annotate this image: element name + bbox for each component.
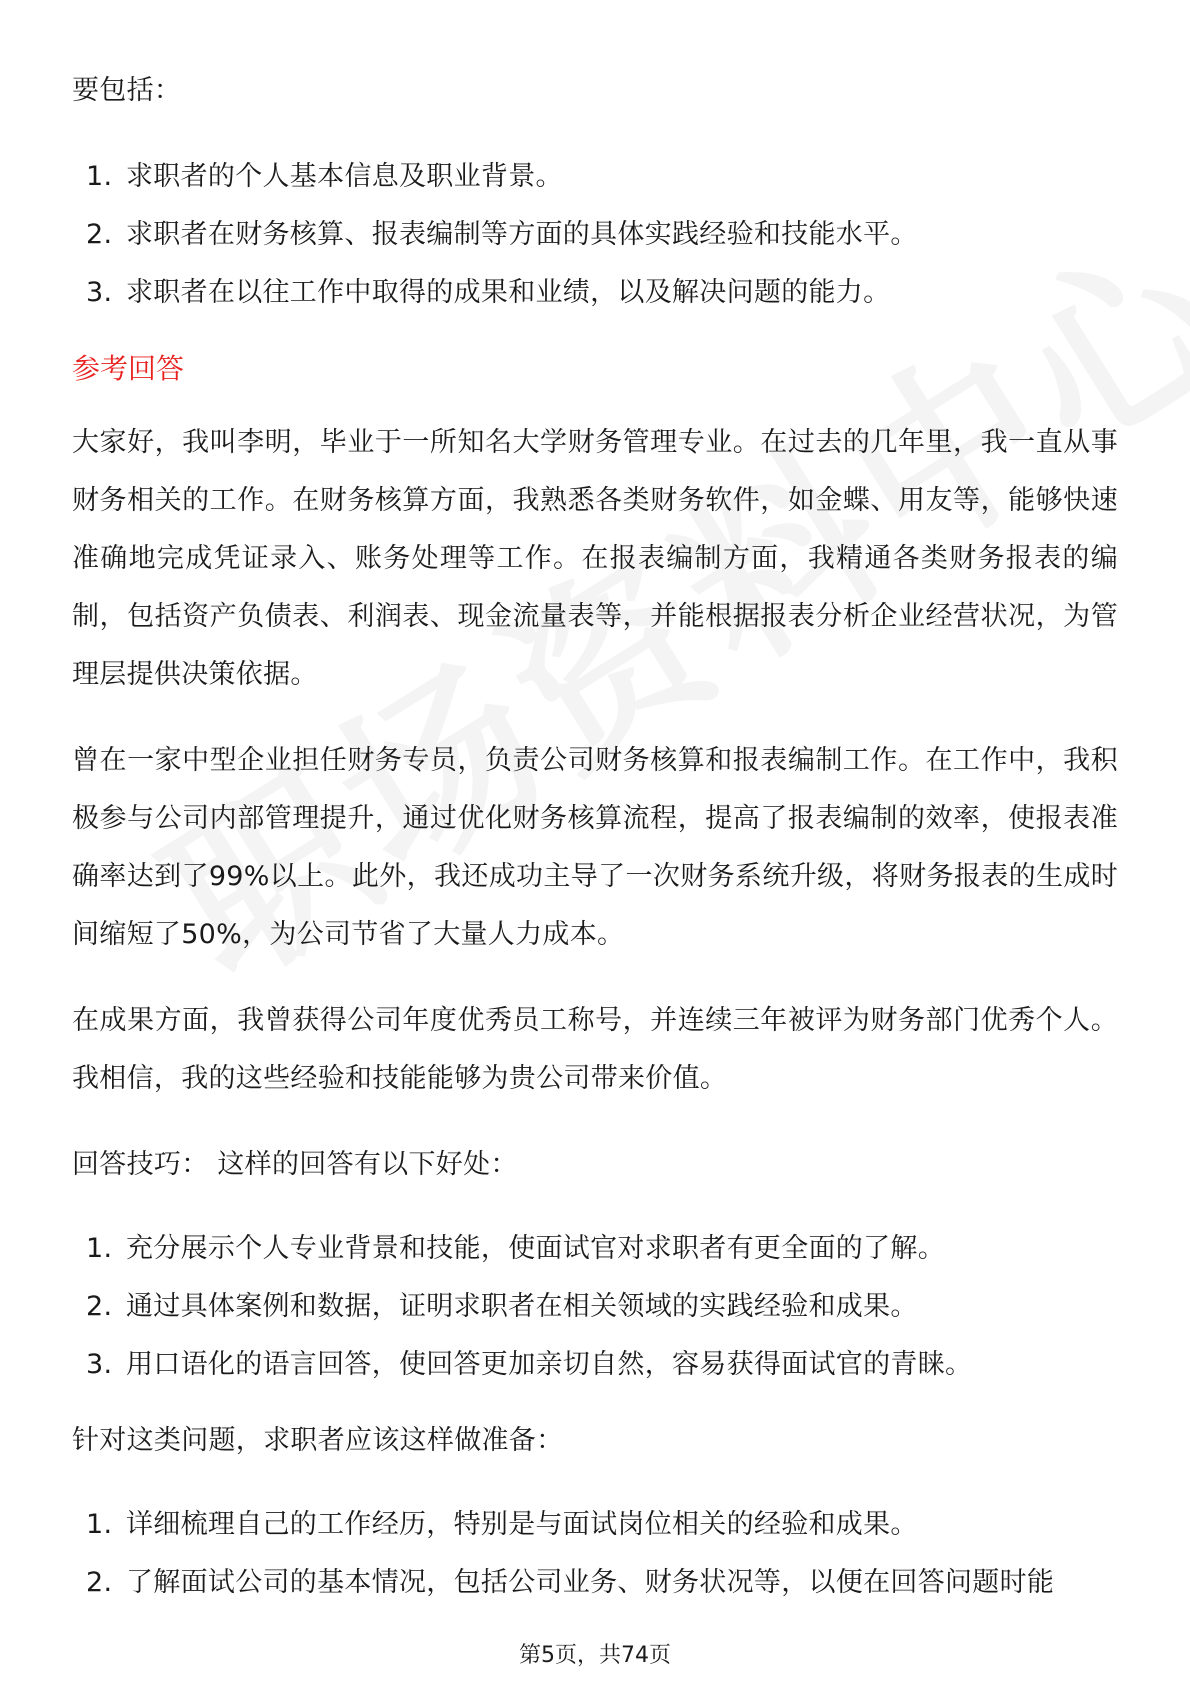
answer-paragraph: 在成果方面，我曾获得公司年度优秀员工称号，并连续三年被评为财务部门优秀个人。我相信，我的这些经验和技能能够为贵公司带来价值。 [72,1005,1118,1094]
answer-paragraph: 大家好，我叫李明，毕业于一所知名大学财务管理专业。在过去的几年里，我一直从事财务相关的工作。在财务核算方面，我熟悉各类财务软件，如金蝶、用友等，能够快速准确地完成凭证录入、账务处理等工作。在报表编制方面，我精通各类财务报表的编制，包括资产负债表、利润表、现金流量表等，并能根据报表分析企业经营状况，为管理层提供决策依据。 [72,427,1118,690]
requirements-list [72,148,1118,322]
list-item: 3. 用口语化的语言回答，使回答更加亲切自然，容易获得面试官的青睐。 [86,1349,973,1380]
tips-list [72,1220,1118,1394]
page-content [72,62,1118,1630]
tips-label: 回答技巧： 这样的回答有以下好处： [72,1149,518,1180]
list-item: 2. 了解面试公司的基本情况，包括公司业务、财务状况等，以便在回答问题时能 [86,1567,1055,1598]
section-title: 参考回答 [72,352,185,385]
prep-label: 针对这类问题，求职者应该这样做准备： [72,1425,564,1456]
list-item: 3. 求职者在以往工作中取得的成果和业绩，以及解决问题的能力。 [86,277,891,308]
list-item: 2. 通过具体案例和数据，证明求职者在相关领域的实践经验和成果。 [86,1291,918,1322]
answer-paragraph: 曾在一家中型企业担任财务专员，负责公司财务核算和报表编制工作。在工作中，我积极参与公司内部管理提升，通过优化财务核算流程，提高了报表编制的效率，使报表准确率达到了99%以上。此外，我还成功主导了一次财务系统升级，将财务报表的生成时间缩短了50%，为公司节省了大量人力成本。 [72,745,1118,950]
list-item: 1. 详细梳理自己的工作经历，特别是与面试岗位相关的经验和成果。 [86,1509,918,1540]
page-footer: 第5页，共74页 [519,1643,671,1668]
prep-list [72,1496,1118,1612]
list-item: 1. 充分展示个人专业背景和技能，使面试官对求职者有更全面的了解。 [86,1233,945,1264]
list-item: 1. 求职者的个人基本信息及职业背景。 [86,161,563,192]
list-item: 2. 求职者在财务核算、报表编制等方面的具体实践经验和技能水平。 [86,219,918,250]
intro-text: 要包括： [72,75,182,106]
